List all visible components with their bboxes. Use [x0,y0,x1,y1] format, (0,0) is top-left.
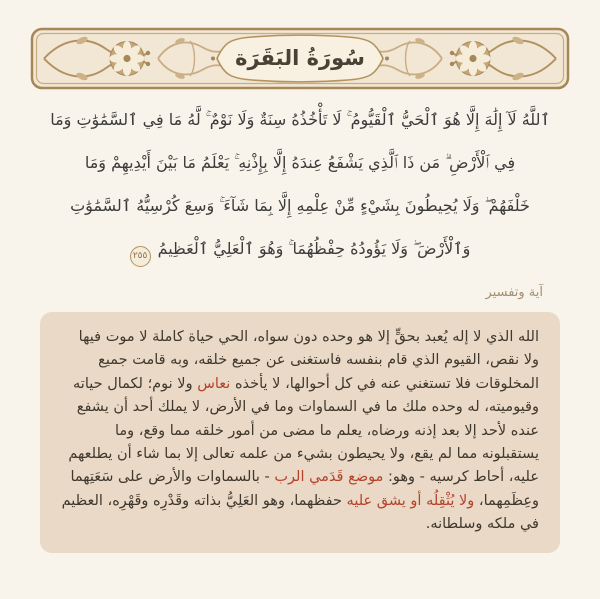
rosette-ornament [110,41,145,76]
verse-line-4 [18,227,582,270]
verse-line-1: ٱللَّهُ لَآ إِلَٰهَ إِلَّا هُوَ ٱلْحَيُّ ٱلْقَيُّومُ ۚ لَا تَأْخُذُهُ سِنَةٌ وَلَا نَوْمٌ ۚ لَّهُ مَا فِي ٱلسَّمَٰوَٰتِ وَمَا [50,110,550,129]
quran-verse [18,98,582,270]
section-label-row [0,270,600,300]
section-label: آية وتفسير [485,285,543,300]
tafsir-segment: حفظهما، وهو العَلِيُّ بذاته وقَدْرِه وقَهْرِه، العظيم في ملكه وسلطانه. [61,492,539,533]
surah-header-ornament [30,27,570,90]
tafsir-box [40,312,560,553]
surah-title: سُورَةُ البَقَرَة [235,45,365,70]
ayah-number-badge: ٢٥٥ [130,246,151,267]
tafsir-highlight: نعاس [197,375,231,392]
tafsir-text [61,326,539,537]
verse-line-2: فِي ٱلْأَرْضِ ۗ مَن ذَا ٱلَّذِي يَشْفَعُ عِندَهُ إِلَّا بِإِذْنِهِ ۚ يَعْلَمُ مَا بَيْنَ أَيْدِيهِمْ وَمَا [84,153,516,172]
tafsir-segment: - بالسماوات والأرض على سَعَتِهما وعِظَمِهما، [70,469,539,509]
tafsir-segment: ولا نوم؛ لكمال حياته وقيوميته، له وحده ملك ما في السماوات وما في الأرض، لا يملك أحد أن يشفع عنده لأحد إلا بعد إذنه ورضاه، يعلم ما مضى من أمور خلقه مما وقع، وما يستقبلونه مما لم يقع، ولا يحيطون بشيء من علمه تعالى إلا بما شاء أن يطلعهم عليه، أحاط كرسيه - وهو: [68,375,539,486]
page [0,27,600,599]
verse-line-4-text: وَٱلْأَرْضَ ۖ وَلَا يَؤُودُهُ حِفْظُهُمَا ۚ وَهُوَ ٱلْعَلِيُّ ٱلْعَظِيمُ [157,239,471,258]
verse-line-3: خَلْفَهُمْ ۖ وَلَا يُحِيطُونَ بِشَيْءٍ مِّنْ عِلْمِهِ إِلَّا بِمَا شَآءَ ۚ وَسِعَ كُرْسِيُّهُ ٱلسَّمَٰوَٰتِ [70,196,530,215]
tafsir-highlight: موضع قَدَمي الرب [274,469,384,486]
tafsir-segment: الله الذي لا إله يُعبد بحقٍّ إلا هو وحده دون سواه، الحي حياة كاملة لا موت فيها ولا نقص، القيوم الذي قام بنفسه فاستغنى عن جميع خلقه، وبه قامت جميع المخلوقات فلا تستغني عنه في كل أحوالها، لا يأخذه [78,329,539,392]
tafsir-highlight: ولا يُثْقِلُه أو يشق عليه [346,492,475,509]
